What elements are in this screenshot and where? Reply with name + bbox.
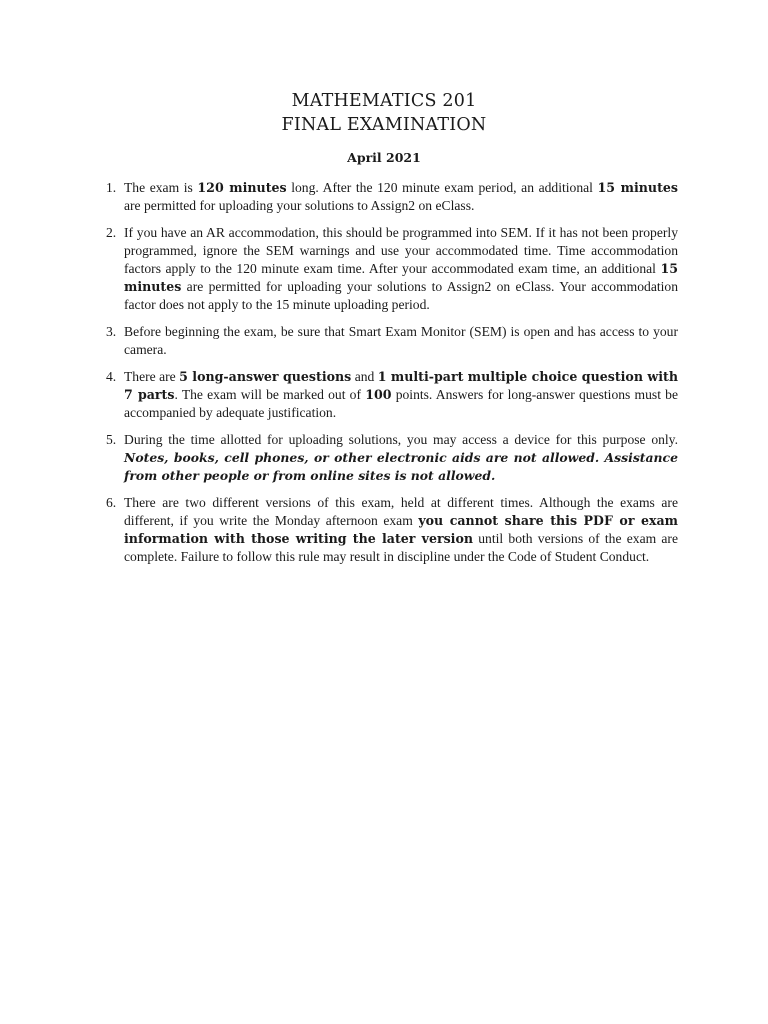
item-number: 4.: [106, 369, 117, 384]
item-text: The exam is: [124, 180, 198, 195]
item-text: There are two different versions of this exam, held at different times. Although the exams are different, if you write the Monday afternoon exam: [124, 495, 678, 528]
instructions-list: [106, 179, 678, 575]
item-text: points. Answers for long-answer questions must be accompanied by adequate justification.: [124, 387, 678, 420]
item-text: . The exam will be marked out of: [174, 387, 366, 402]
item-text: If you have an AR accommodation, this should be programmed into SEM. If it has not been properly programmed, ignore the SEM warnings and use your accommodated time. Time accommodation factors apply to the 120 minute exam time. After your accommodated exam time, an additional: [124, 225, 678, 276]
item-bold-italic-text: Notes, books, cell phones, or other electronic aids are not allowed. Assistance from other people or from online sites is not allowed.: [124, 450, 678, 483]
item-number: 1.: [106, 180, 117, 195]
item-number: 2.: [106, 225, 117, 240]
instruction-item-5: [106, 431, 678, 485]
exam-title: FINAL EXAMINATION: [281, 115, 487, 135]
item-text: until both versions of the exam are complete. Failure to follow this rule may result in discipline under the Code of Student Conduct.: [124, 531, 678, 564]
exam-date: April 2021: [347, 150, 421, 165]
item-number: 5.: [106, 432, 117, 447]
course-title: MATHEMATICS 201: [291, 91, 477, 111]
item-bold-text: 100: [365, 387, 392, 402]
item-text: are permitted for uploading your solutions to Assign2 on eClass. Your accommodation factor does not apply to the 15 minute uploading period.: [124, 279, 678, 312]
item-text: Before beginning the exam, be sure that Smart Exam Monitor (SEM) is open and has access to your camera.: [124, 324, 678, 357]
instruction-item-1: [106, 179, 678, 215]
item-text: long. After the 120 minute exam period, an additional: [286, 180, 598, 195]
item-number: 6.: [106, 495, 117, 510]
item-text: and: [351, 369, 378, 384]
instruction-item-6: [106, 494, 678, 566]
item-text: During the time allotted for uploading solutions, you may access a device for this purpose only.: [124, 432, 678, 447]
item-text: are permitted for uploading your solutions to Assign2 on eClass.: [124, 198, 475, 213]
instruction-item-3: [106, 323, 678, 359]
item-text: There are: [124, 369, 180, 384]
exam-header: [0, 89, 768, 167]
instruction-item-2: [106, 224, 678, 314]
item-bold-text: 15 minutes: [124, 261, 678, 294]
instruction-item-4: [106, 368, 678, 422]
item-bold-text: 1 multi-part multiple choice question with 7 parts: [124, 369, 678, 402]
item-bold-text: 120 minutes: [197, 180, 287, 195]
item-bold-text: 5 long-answer questions: [179, 369, 352, 384]
item-bold-text: 15 minutes: [597, 180, 678, 195]
item-bold-text: you cannot share this PDF or exam information with those writing the later version: [124, 513, 678, 546]
item-number: 3.: [106, 324, 117, 339]
